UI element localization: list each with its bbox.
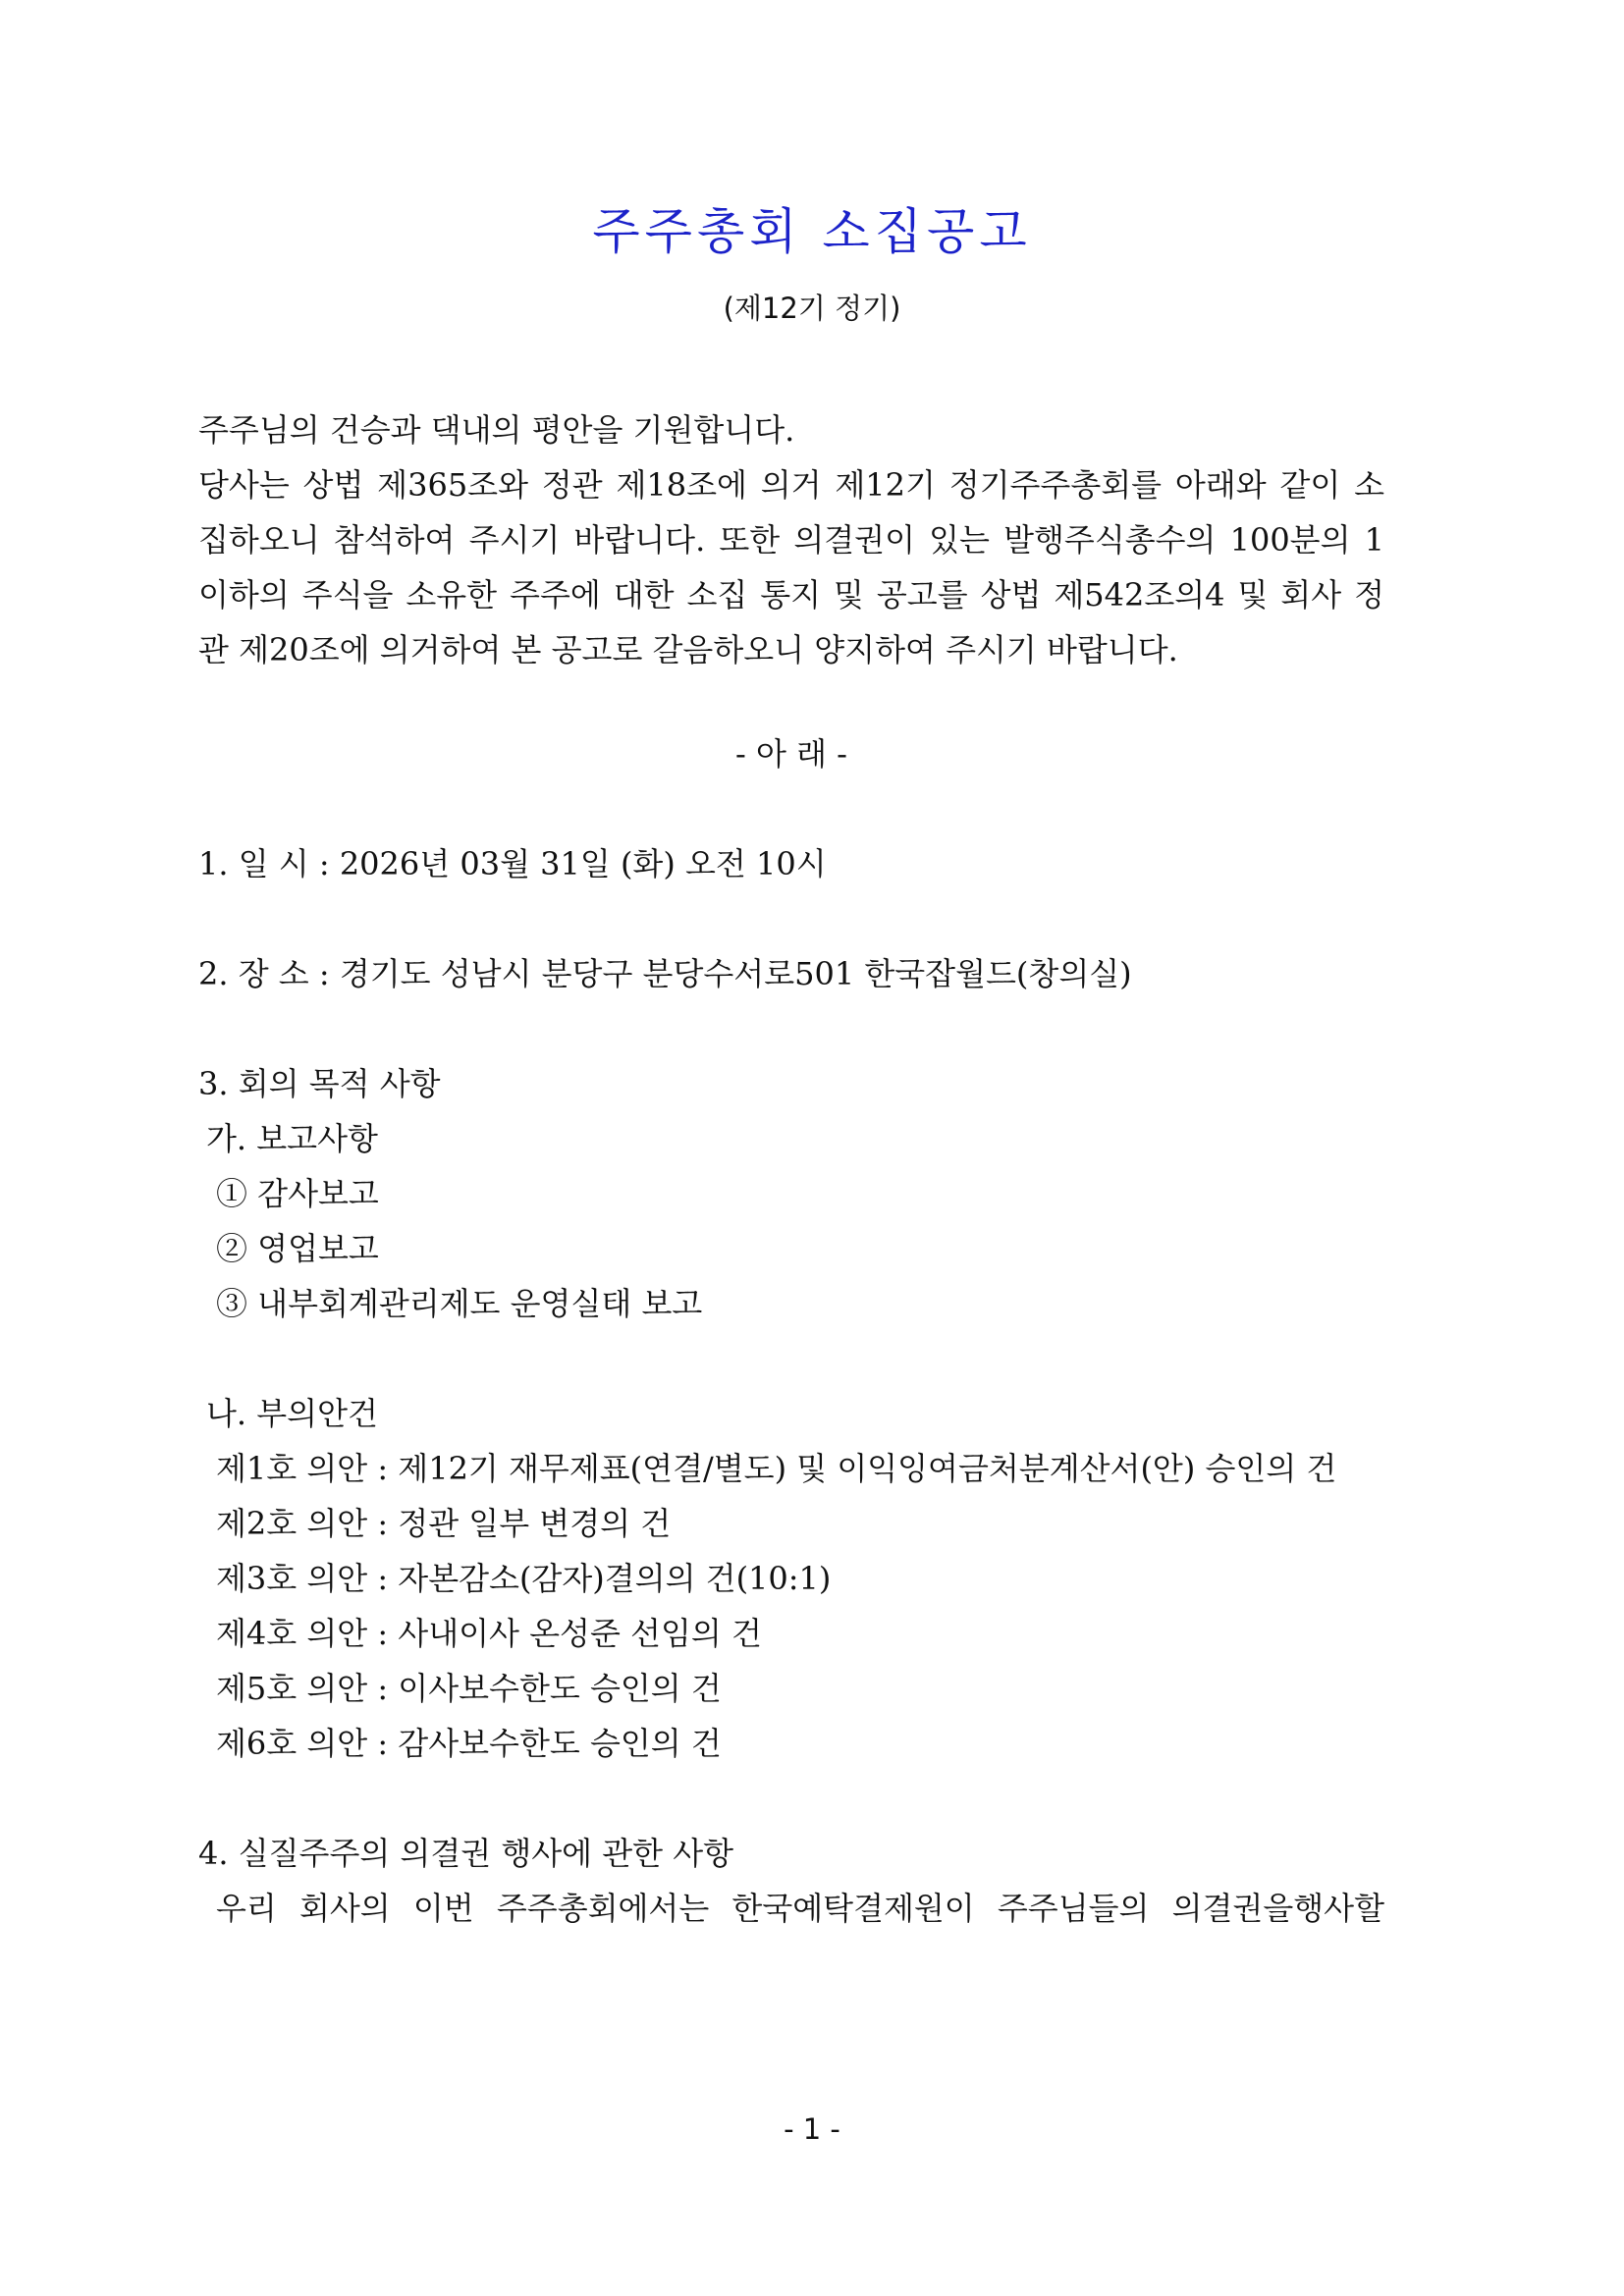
intro-greeting: 주주님의 건승과 댁내의 평안을 기원합니다. — [198, 411, 795, 449]
intro-line: 당사는 상법 제365조와 정관 제18조에 의거 제12기 정기주주총회를 아래와 같이 소 — [198, 466, 1384, 504]
intro-paragraph — [198, 402, 1384, 677]
agenda-item: 제4호 의안 : 사내이사 온성준 선임의 건 — [216, 1615, 762, 1652]
intro-line: 관 제20조에 의거하여 본 공고로 갈음하오니 양지하여 주시기 바랍니다. — [198, 631, 1178, 668]
agenda-item: 제2호 의안 : 정관 일부 변경의 건 — [216, 1505, 672, 1542]
page-title: 주주총회 소집공고 — [592, 203, 1032, 260]
page-number: - 1 - — [784, 2112, 840, 2146]
report-item: ① 감사보고 — [216, 1175, 379, 1212]
voting-section-heading: 4. 실질주주의 의결권 행사에 관한 사항 — [198, 1835, 734, 1872]
report-item: ② 영업보고 — [216, 1230, 379, 1267]
intro-line: 이하의 주식을 소유한 주주에 대한 소집 통지 및 공고를 상법 제542조의4 및 회사 정 — [198, 576, 1384, 614]
page-subtitle: (제12기 정기) — [723, 292, 901, 325]
agenda-section-heading: 3. 회의 목적 사항 — [198, 1065, 441, 1102]
agenda-item: 제5호 의안 : 이사보수한도 승인의 건 — [216, 1670, 722, 1707]
agenda-item: 제3호 의안 : 자본감소(감자)결의의 건(10:1) — [216, 1560, 832, 1597]
report-item: ③ 내부회계관리제도 운영실태 보고 — [216, 1285, 703, 1322]
intro-line: 집하오니 참석하여 주시기 바랍니다. 또한 의결권이 있는 발행주식총수의 100분의 1 — [198, 521, 1384, 559]
document-body — [198, 402, 1384, 1936]
agenda-item: 제1호 의안 : 제12기 재무제표(연결/별도) 및 이익잉여금처분계산서(안) 승인의 건 — [216, 1450, 1337, 1487]
agenda-heading: 나. 부의안건 — [206, 1395, 378, 1432]
agenda-item: 제6호 의안 : 감사보수한도 승인의 건 — [216, 1725, 722, 1762]
voting-section-text: 우리 회사의 이번 주주총회에서는 한국예탁결제원이 주주님들의 의결권을행사할 — [216, 1890, 1384, 1927]
location-item: 2. 장 소 : 경기도 성남시 분당구 분당수서로501 한국잡월드(창의실) — [198, 955, 1132, 992]
section-heading: - 아 래 - — [735, 735, 847, 773]
schedule-item: 1. 일 시 : 2026년 03월 31일 (화) 오전 10시 — [198, 845, 827, 882]
report-heading: 가. 보고사항 — [206, 1120, 378, 1157]
